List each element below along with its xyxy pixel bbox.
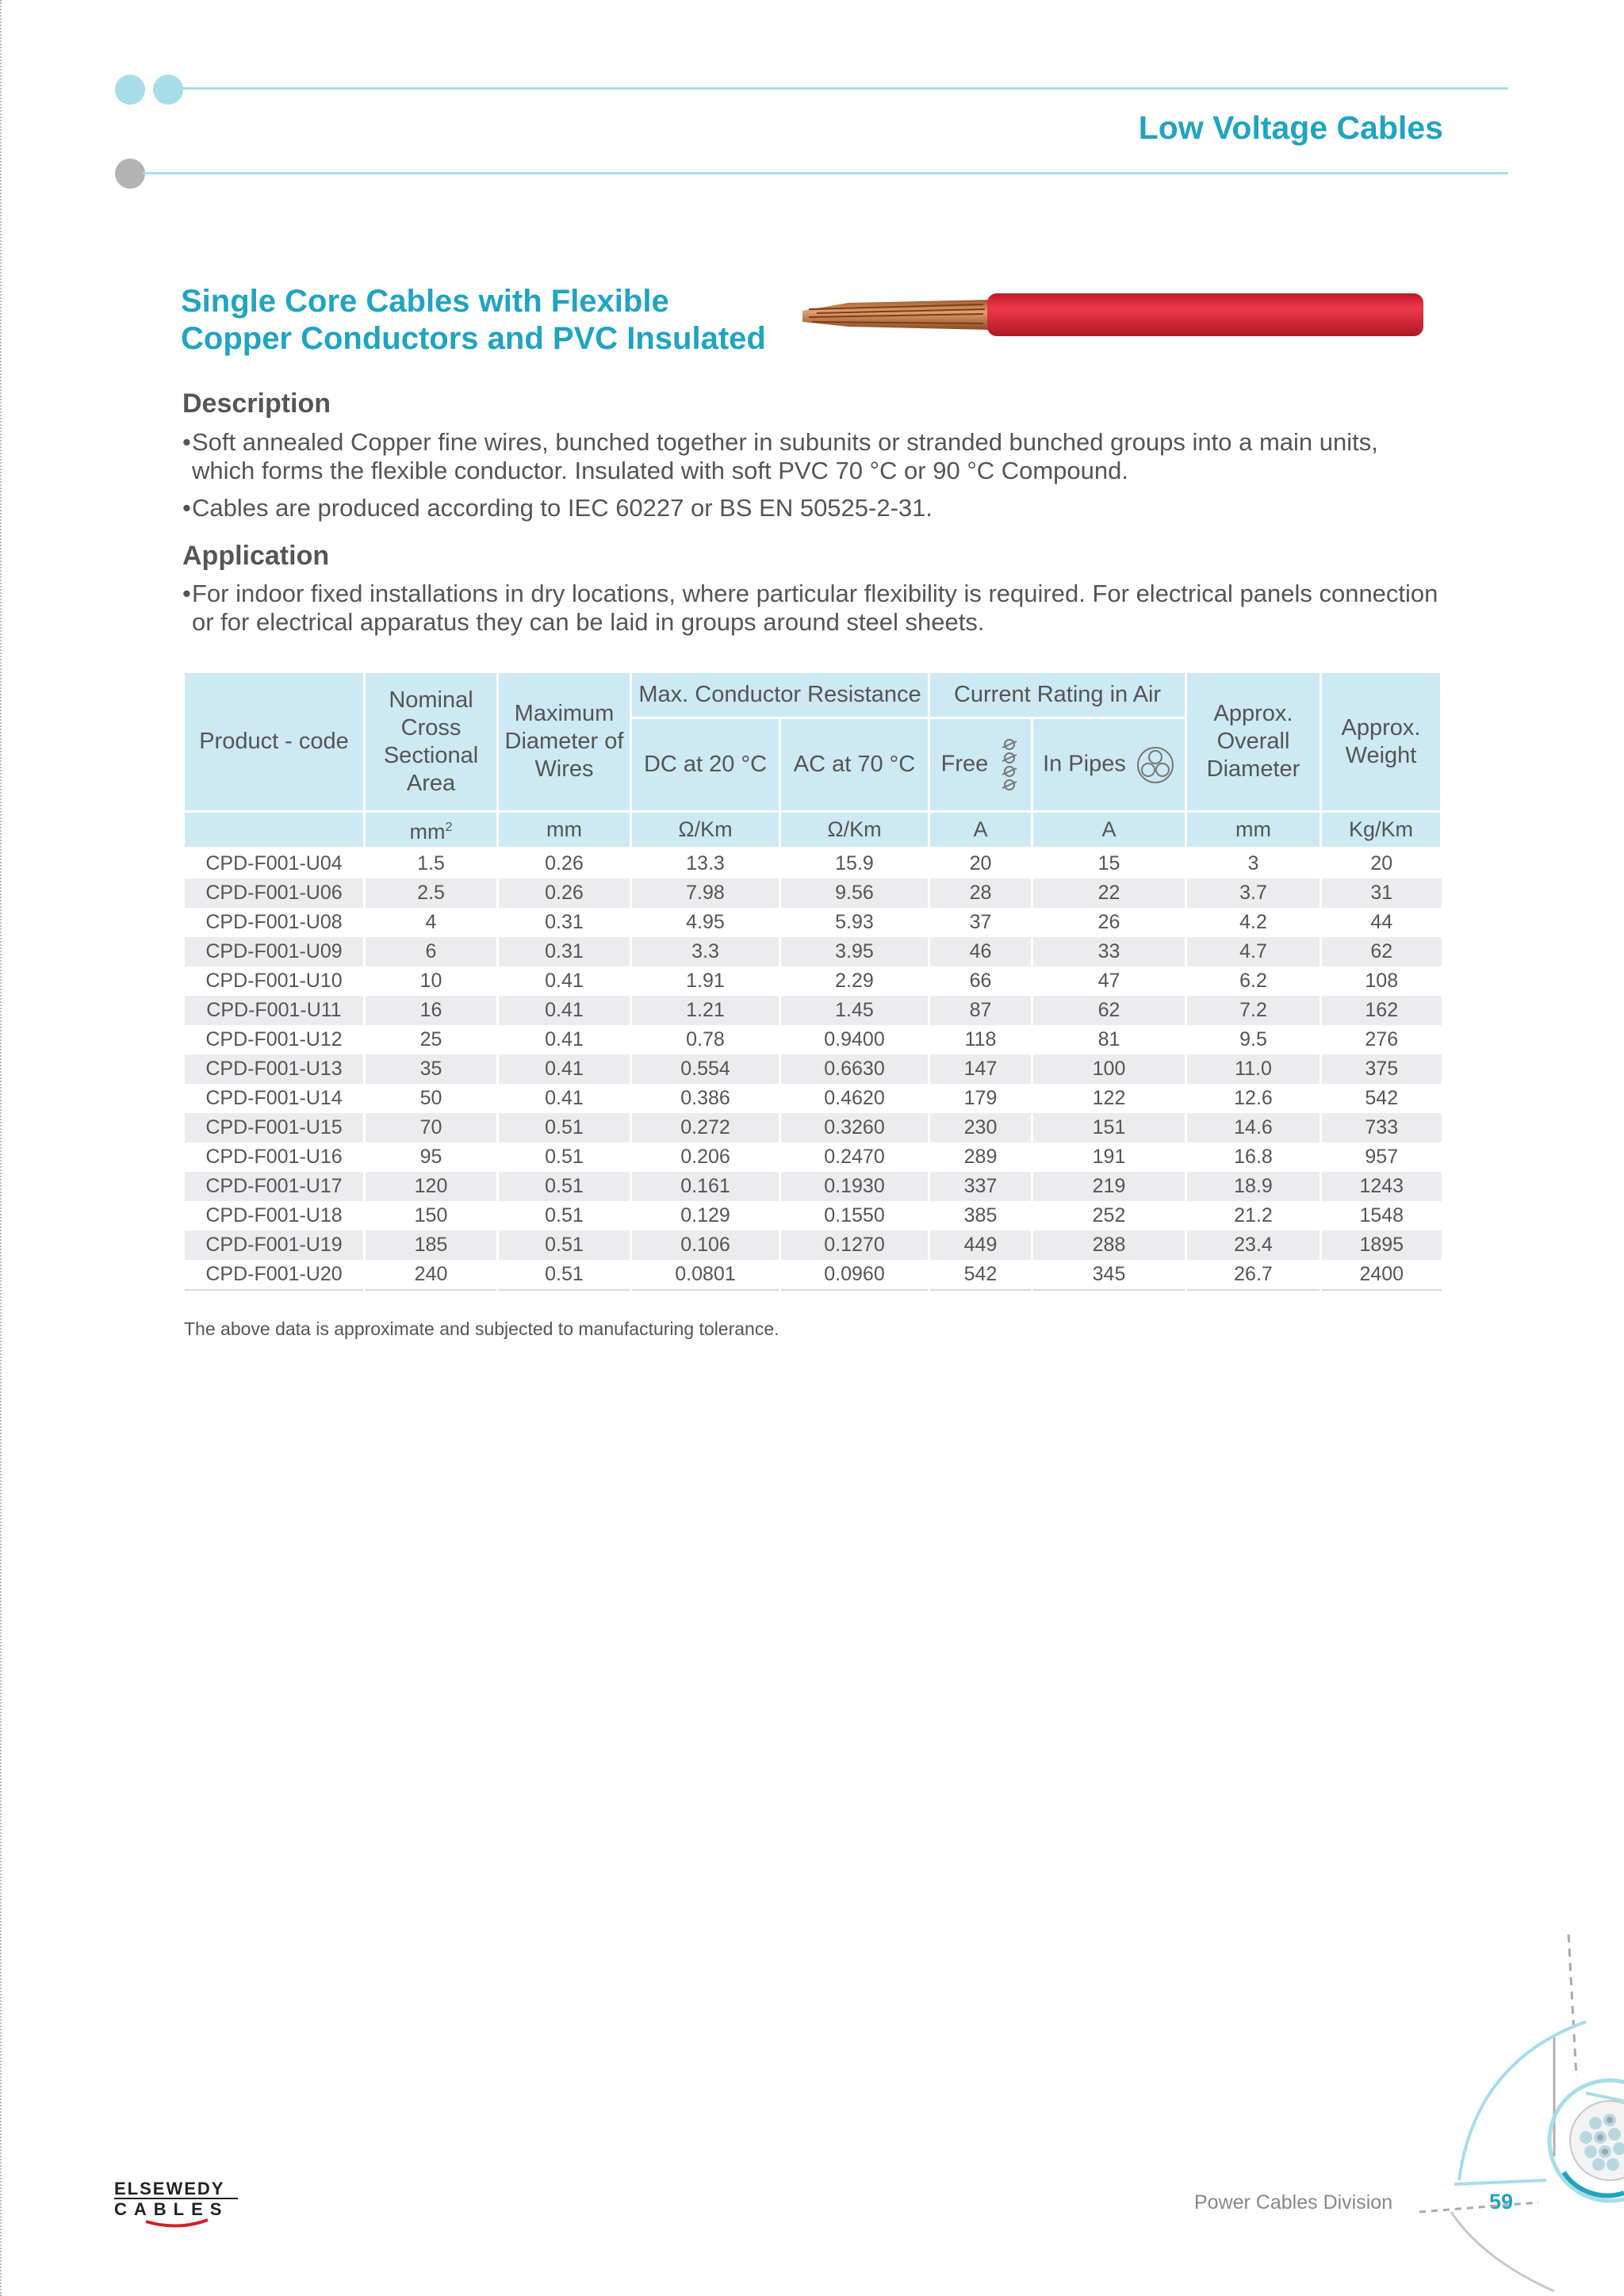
table-cell: 0.41 <box>498 996 631 1025</box>
table-cell: 449 <box>929 1230 1032 1260</box>
description-bullet-2: •Cables are produced according to IEC 60227 or BS EN 50525-2-31. <box>182 494 933 522</box>
table-cell: 0.51 <box>498 1113 631 1142</box>
table-cell: 0.554 <box>631 1054 780 1084</box>
table-cell: 375 <box>1321 1054 1442 1084</box>
table-cell: 0.106 <box>631 1230 780 1260</box>
table-cell: 0.51 <box>498 1142 631 1172</box>
table-cell: 0.78 <box>631 1025 780 1054</box>
table-cell: 0.41 <box>498 1054 631 1084</box>
free-air-icon <box>999 737 1020 794</box>
table-cell: 62 <box>1321 937 1442 966</box>
table-cell: 289 <box>929 1142 1032 1172</box>
table-cell: CPD-F001-U06 <box>184 878 365 908</box>
table-cell: 14.6 <box>1186 1113 1321 1142</box>
spec-table <box>182 671 1442 1291</box>
table-cell: 219 <box>1032 1172 1186 1201</box>
table-cell: 0.0801 <box>631 1260 780 1290</box>
table-cell: 0.1270 <box>780 1230 929 1260</box>
table-row <box>184 1054 1442 1084</box>
table-cell: 5.93 <box>780 908 929 937</box>
header-dot-1 <box>115 75 145 105</box>
table-cell: 3 <box>1186 848 1321 879</box>
table-cell: 16.8 <box>1186 1142 1321 1172</box>
th-current-rating: Current Rating in Air <box>929 672 1186 718</box>
page-number: 59 <box>1489 2190 1514 2214</box>
table-cell: 10 <box>365 966 498 996</box>
table-cell: 122 <box>1032 1084 1186 1113</box>
th-units-empty <box>184 812 365 848</box>
table-cell: 337 <box>929 1172 1032 1201</box>
table-cell: 0.2470 <box>780 1142 929 1172</box>
table-note: The above data is approximate and subjected to manufacturing tolerance. <box>184 1318 779 1339</box>
th-nominal-area: Nominal Cross Sectional Area <box>365 672 498 812</box>
table-cell: 542 <box>929 1260 1032 1290</box>
table-cell: 47 <box>1032 966 1186 996</box>
table-cell: 16 <box>365 996 498 1025</box>
table-cell: 0.3260 <box>780 1113 929 1142</box>
table-cell: 100 <box>1032 1054 1186 1084</box>
th-product-code: Product - code <box>184 672 365 812</box>
description-bullet-1: •Soft annealed Copper fine wires, bunched together in subunits or stranded bunched groups into a main units, which forms the flexible conductor. Insulated with soft PVC 70 °C or 90 °C Compound. <box>182 428 1378 484</box>
table-cell: 191 <box>1032 1142 1186 1172</box>
table-cell: 0.9400 <box>780 1025 929 1054</box>
table-cell: 0.1550 <box>780 1201 929 1230</box>
table-cell: 26 <box>1032 908 1186 937</box>
th-free <box>929 718 1032 812</box>
table-cell: 118 <box>929 1025 1032 1054</box>
table-cell: 0.206 <box>631 1142 780 1172</box>
table-cell: 18.9 <box>1186 1172 1321 1201</box>
table-cell: 7.2 <box>1186 996 1321 1025</box>
svg-text:CABLES: CABLES <box>114 2199 229 2219</box>
table-cell: 1.5 <box>365 848 498 879</box>
table-row <box>184 1230 1442 1260</box>
header-dot-2 <box>153 75 183 105</box>
unit-dc: Ω/Km <box>631 812 780 848</box>
table-cell: 0.26 <box>498 848 631 879</box>
table-cell: 44 <box>1321 908 1442 937</box>
table-cell: 1.91 <box>631 966 780 996</box>
table-cell: 7.98 <box>631 878 780 908</box>
table-cell: 3.7 <box>1186 878 1321 908</box>
table-cell: 1548 <box>1321 1201 1442 1230</box>
footer-division: Power Cables Division <box>1194 2191 1393 2214</box>
table-cell: 31 <box>1321 878 1442 908</box>
table-cell: CPD-F001-U12 <box>184 1025 365 1054</box>
product-title-line1: Single Core Cables with Flexible <box>181 284 669 319</box>
table-cell: 3.95 <box>780 937 929 966</box>
table-cell: 35 <box>365 1054 498 1084</box>
header-dot-grey <box>115 159 145 189</box>
table-row <box>184 1025 1442 1054</box>
table-cell: 23.4 <box>1186 1230 1321 1260</box>
table-cell: CPD-F001-U09 <box>184 937 365 966</box>
header-rule-top <box>178 87 1508 90</box>
table-cell: 87 <box>929 996 1032 1025</box>
table-cell: CPD-F001-U17 <box>184 1172 365 1201</box>
table-cell: 0.161 <box>631 1172 780 1201</box>
cable-image <box>801 287 1427 342</box>
table-cell: 13.3 <box>631 848 780 879</box>
table-cell: 1895 <box>1321 1230 1442 1260</box>
table-cell: 0.41 <box>498 1025 631 1054</box>
table-cell: 147 <box>929 1054 1032 1084</box>
th-overall-diameter: Approx. Overall Diameter <box>1186 672 1321 812</box>
table-body <box>184 848 1442 1291</box>
unit-overall: mm <box>1186 812 1321 848</box>
application-bullet-1: •For indoor fixed installations in dry locations, where particular flexibility is required. For electrical panels connection or for electrical apparatus they can be laid in groups around steel sheets. <box>182 580 1438 636</box>
table-cell: 11.0 <box>1186 1054 1321 1084</box>
table-cell: 150 <box>365 1201 498 1230</box>
table-row <box>184 908 1442 937</box>
table-cell: 0.31 <box>498 937 631 966</box>
table-cell: 179 <box>929 1084 1032 1113</box>
unit-weight: Kg/Km <box>1321 812 1442 848</box>
table-cell: CPD-F001-U11 <box>184 996 365 1025</box>
table-cell: 4.7 <box>1186 937 1321 966</box>
table-cell: 542 <box>1321 1084 1442 1113</box>
table-cell: 9.5 <box>1186 1025 1321 1054</box>
table-cell: 2400 <box>1321 1260 1442 1290</box>
elsewedy-logo <box>114 2175 241 2229</box>
table-row <box>184 966 1442 996</box>
section-title: Low Voltage Cables <box>1138 109 1443 146</box>
unit-mm: mm <box>498 812 631 848</box>
product-title <box>181 283 766 358</box>
cable-cross-section-decoration <box>1396 1919 1624 2296</box>
table-cell: 4.2 <box>1186 908 1321 937</box>
table-cell: 3.3 <box>631 937 780 966</box>
table-cell: 151 <box>1032 1113 1186 1142</box>
table-cell: 2.29 <box>780 966 929 996</box>
table-cell: 345 <box>1032 1260 1186 1290</box>
th-max-resistance: Max. Conductor Resistance <box>631 672 929 718</box>
table-cell: 28 <box>929 878 1032 908</box>
table-cell: 0.26 <box>498 878 631 908</box>
table-cell: 0.31 <box>498 908 631 937</box>
table-cell: 0.0960 <box>780 1260 929 1290</box>
table-cell: CPD-F001-U14 <box>184 1084 365 1113</box>
table-cell: CPD-F001-U08 <box>184 908 365 937</box>
table-cell: 15.9 <box>780 848 929 879</box>
table-row <box>184 1260 1442 1290</box>
table-cell: 12.6 <box>1186 1084 1321 1113</box>
table-cell: 0.386 <box>631 1084 780 1113</box>
table-row <box>184 1084 1442 1113</box>
table-cell: 0.51 <box>498 1201 631 1230</box>
table-cell: 37 <box>929 908 1032 937</box>
unit-area: $mm^2$ <box>365 812 498 848</box>
table-cell: 0.41 <box>498 966 631 996</box>
table-row <box>184 878 1442 908</box>
table-cell: 120 <box>365 1172 498 1201</box>
table-cell: 0.51 <box>498 1172 631 1201</box>
th-max-diameter: Maximum Diameter of Wires <box>498 672 631 812</box>
table-cell: 26.7 <box>1186 1260 1321 1290</box>
table-cell: 0.51 <box>498 1260 631 1290</box>
th-in-pipes <box>1032 718 1186 812</box>
table-cell: 62 <box>1032 996 1186 1025</box>
table-cell: 95 <box>365 1142 498 1172</box>
table-cell: 4 <box>365 908 498 937</box>
table-cell: 20 <box>1321 848 1442 879</box>
table-cell: 81 <box>1032 1025 1186 1054</box>
table-cell: 162 <box>1321 996 1442 1025</box>
table-cell: 6.2 <box>1186 966 1321 996</box>
table-cell: 50 <box>365 1084 498 1113</box>
th-weight: Approx. Weight <box>1321 672 1442 812</box>
table-cell: CPD-F001-U20 <box>184 1260 365 1290</box>
table-cell: 22 <box>1032 878 1186 908</box>
table-cell: 21.2 <box>1186 1201 1321 1230</box>
table-cell: 230 <box>929 1113 1032 1142</box>
table-cell: 185 <box>365 1230 498 1260</box>
table-cell: 20 <box>929 848 1032 879</box>
application-heading: Application <box>182 541 330 571</box>
table-cell: 46 <box>929 937 1032 966</box>
table-cell: 6 <box>365 937 498 966</box>
table-cell: 0.51 <box>498 1230 631 1260</box>
table-row <box>184 996 1442 1025</box>
table-cell: 276 <box>1321 1025 1442 1054</box>
table-row <box>184 1142 1442 1172</box>
table-cell: 385 <box>929 1201 1032 1230</box>
pipe-icon <box>1136 745 1175 785</box>
table-cell: 0.129 <box>631 1201 780 1230</box>
th-dc: DC at 20 °C <box>631 718 780 812</box>
table-cell: 4.95 <box>631 908 780 937</box>
table-row <box>184 1113 1442 1142</box>
table-cell: CPD-F001-U16 <box>184 1142 365 1172</box>
th-in-pipes-label: In Pipes <box>1043 751 1126 777</box>
table-cell: 108 <box>1321 966 1442 996</box>
table-cell: 733 <box>1321 1113 1442 1142</box>
table-cell: CPD-F001-U10 <box>184 966 365 996</box>
unit-ac: Ω/Km <box>780 812 929 848</box>
left-dotted-border <box>0 0 5 2296</box>
table-cell: 0.4620 <box>780 1084 929 1113</box>
table-row <box>184 937 1442 966</box>
th-ac: AC at 70 °C <box>780 718 929 812</box>
table-cell: CPD-F001-U15 <box>184 1113 365 1142</box>
table-cell: 33 <box>1032 937 1186 966</box>
table-cell: CPD-F001-U13 <box>184 1054 365 1084</box>
table-cell: 0.272 <box>631 1113 780 1142</box>
table-cell: 252 <box>1032 1201 1186 1230</box>
unit-free: A <box>929 812 1032 848</box>
description-heading: Description <box>182 388 331 419</box>
table-cell: 70 <box>365 1113 498 1142</box>
table-cell: 9.56 <box>780 878 929 908</box>
table-cell: 1.45 <box>780 996 929 1025</box>
table-cell: 0.41 <box>498 1084 631 1113</box>
th-free-label: Free <box>940 751 989 777</box>
table-row <box>184 848 1442 879</box>
table-cell: 1.21 <box>631 996 780 1025</box>
table-cell: 288 <box>1032 1230 1186 1260</box>
table-row <box>184 1172 1442 1201</box>
table-cell: 0.6630 <box>780 1054 929 1084</box>
table-cell: 66 <box>929 966 1032 996</box>
svg-text:ELSEWEDY: ELSEWEDY <box>114 2179 225 2198</box>
table-cell: 1243 <box>1321 1172 1442 1201</box>
table-cell: 0.1930 <box>780 1172 929 1201</box>
table-cell: CPD-F001-U19 <box>184 1230 365 1260</box>
product-title-line2: Copper Conductors and PVC Insulated <box>181 321 766 356</box>
table-cell: 2.5 <box>365 878 498 908</box>
table-row <box>184 1201 1442 1230</box>
table-cell: 240 <box>365 1260 498 1290</box>
table-cell: CPD-F001-U04 <box>184 848 365 879</box>
table-cell: 957 <box>1321 1142 1442 1172</box>
table-cell: 15 <box>1032 848 1186 879</box>
header-rule-bottom <box>143 172 1508 174</box>
table-cell: CPD-F001-U18 <box>184 1201 365 1230</box>
unit-pipes: A <box>1032 812 1186 848</box>
units-row <box>184 812 1442 848</box>
table-cell: 25 <box>365 1025 498 1054</box>
